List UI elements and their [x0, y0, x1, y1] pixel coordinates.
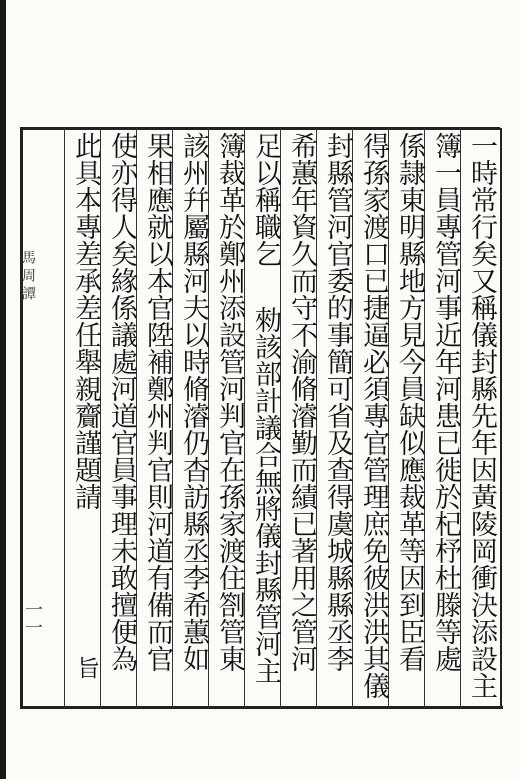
spine-marks: 一一: [22, 600, 43, 636]
text-column: 該州幷屬縣河夫以時脩濬仍杳訪縣丞李希蕙如: [178, 132, 209, 672]
text-column: 簿一員專管河事近年河患已徙於杞杼杜滕等處: [430, 132, 461, 672]
text-column: 使亦得人矣緣係議處河道官員事理未敢擅便為: [106, 132, 137, 672]
text-column: 得孫家渡口已捷逼必須專官管理庶免彼洪洪其儀: [358, 132, 389, 699]
text-column: 簿裁革於鄭州添設管河判官在孫家渡住劄管東: [214, 132, 245, 672]
text-column: 此具本專差承差任舉親齎謹題請: [70, 132, 101, 510]
text-column: 果相應就以本官陞補鄭州判官則河道有備而官: [142, 132, 173, 672]
spine-title: 馬周譚: [20, 250, 36, 304]
top-rule: [20, 127, 500, 130]
text-column: 希蕙年資久而守不渝脩濬勤而績已著用之管河: [286, 132, 317, 672]
column-rule: [64, 128, 65, 708]
text-column: 封縣管河官委的事簡可省及查得虞城縣縣丞李: [322, 132, 353, 672]
text-column: 足以稱職乞: [250, 132, 281, 267]
text-column-indented: 勑該部計議合無將儀封縣管河主: [250, 306, 281, 684]
text-column: 一時常行矣又稱儀封縣先年因黃陵岡衝決添設主: [466, 132, 497, 699]
next-page-edge: [500, 128, 520, 706]
binding-edge: [0, 0, 6, 779]
text-column: 係隷東明縣地方見今員缺似應裁革等因到臣看: [394, 132, 425, 672]
imperial-decree-char: 旨: [73, 656, 99, 679]
